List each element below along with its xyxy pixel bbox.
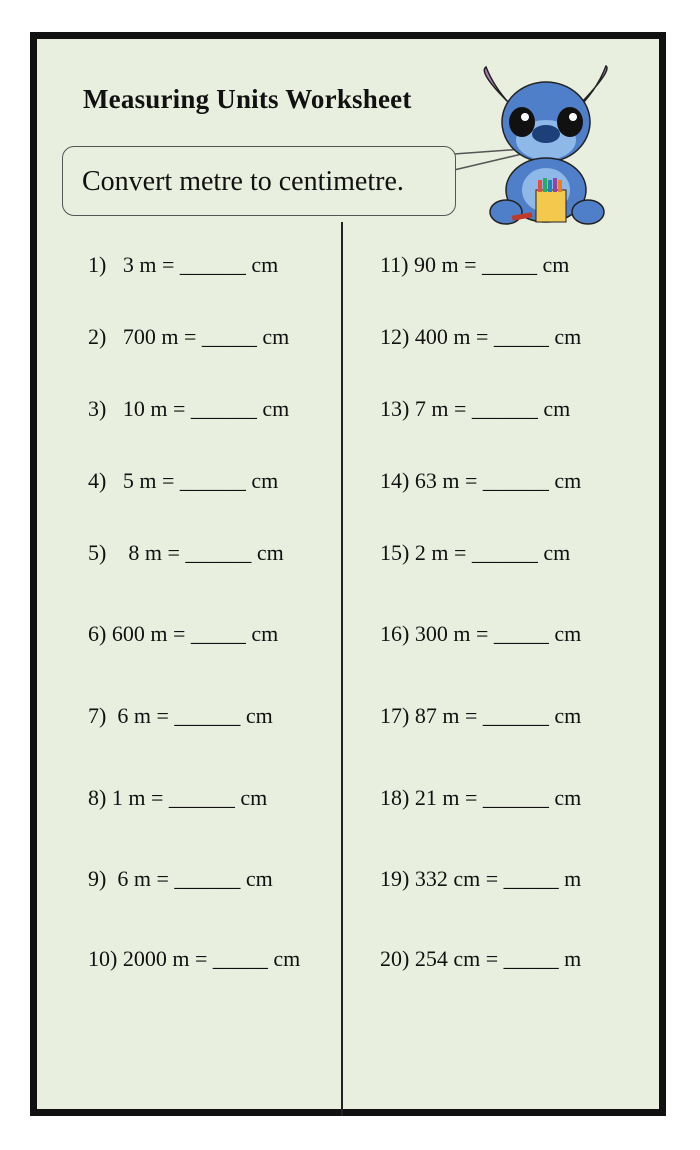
question-4: 4) 5 m = ______ cm [88,468,279,493]
question-17: 17) 87 m = ______ cm [380,703,582,728]
question-8: 8) 1 m = ______ cm [88,785,268,810]
instruction-text: Convert metre to centimetre. [82,166,404,197]
question-14: 14) 63 m = ______ cm [380,468,582,493]
question-1: 1) 3 m = ______ cm [88,252,279,277]
question-3: 3) 10 m = ______ cm [88,396,290,421]
question-7: 7) 6 m = ______ cm [88,703,273,728]
worksheet-title: Measuring Units Worksheet [83,84,412,114]
column-divider [341,222,343,1116]
question-20: 20) 254 cm = _____ m [380,946,582,971]
question-19: 19) 332 cm = _____ m [380,866,582,891]
question-2: 2) 700 m = _____ cm [88,324,290,349]
stitch-illustration [478,62,614,232]
question-16: 16) 300 m = _____ cm [380,621,582,646]
question-12: 12) 400 m = _____ cm [380,324,582,349]
question-5: 5) 8 m = ______ cm [88,540,284,565]
question-6: 6) 600 m = _____ cm [88,621,279,646]
question-18: 18) 21 m = ______ cm [380,785,582,810]
question-11: 11) 90 m = _____ cm [380,252,570,277]
question-9: 9) 6 m = ______ cm [88,866,273,891]
question-13: 13) 7 m = ______ cm [380,396,571,421]
question-10: 10) 2000 m = _____ cm [88,946,301,971]
question-15: 15) 2 m = ______ cm [380,540,571,565]
